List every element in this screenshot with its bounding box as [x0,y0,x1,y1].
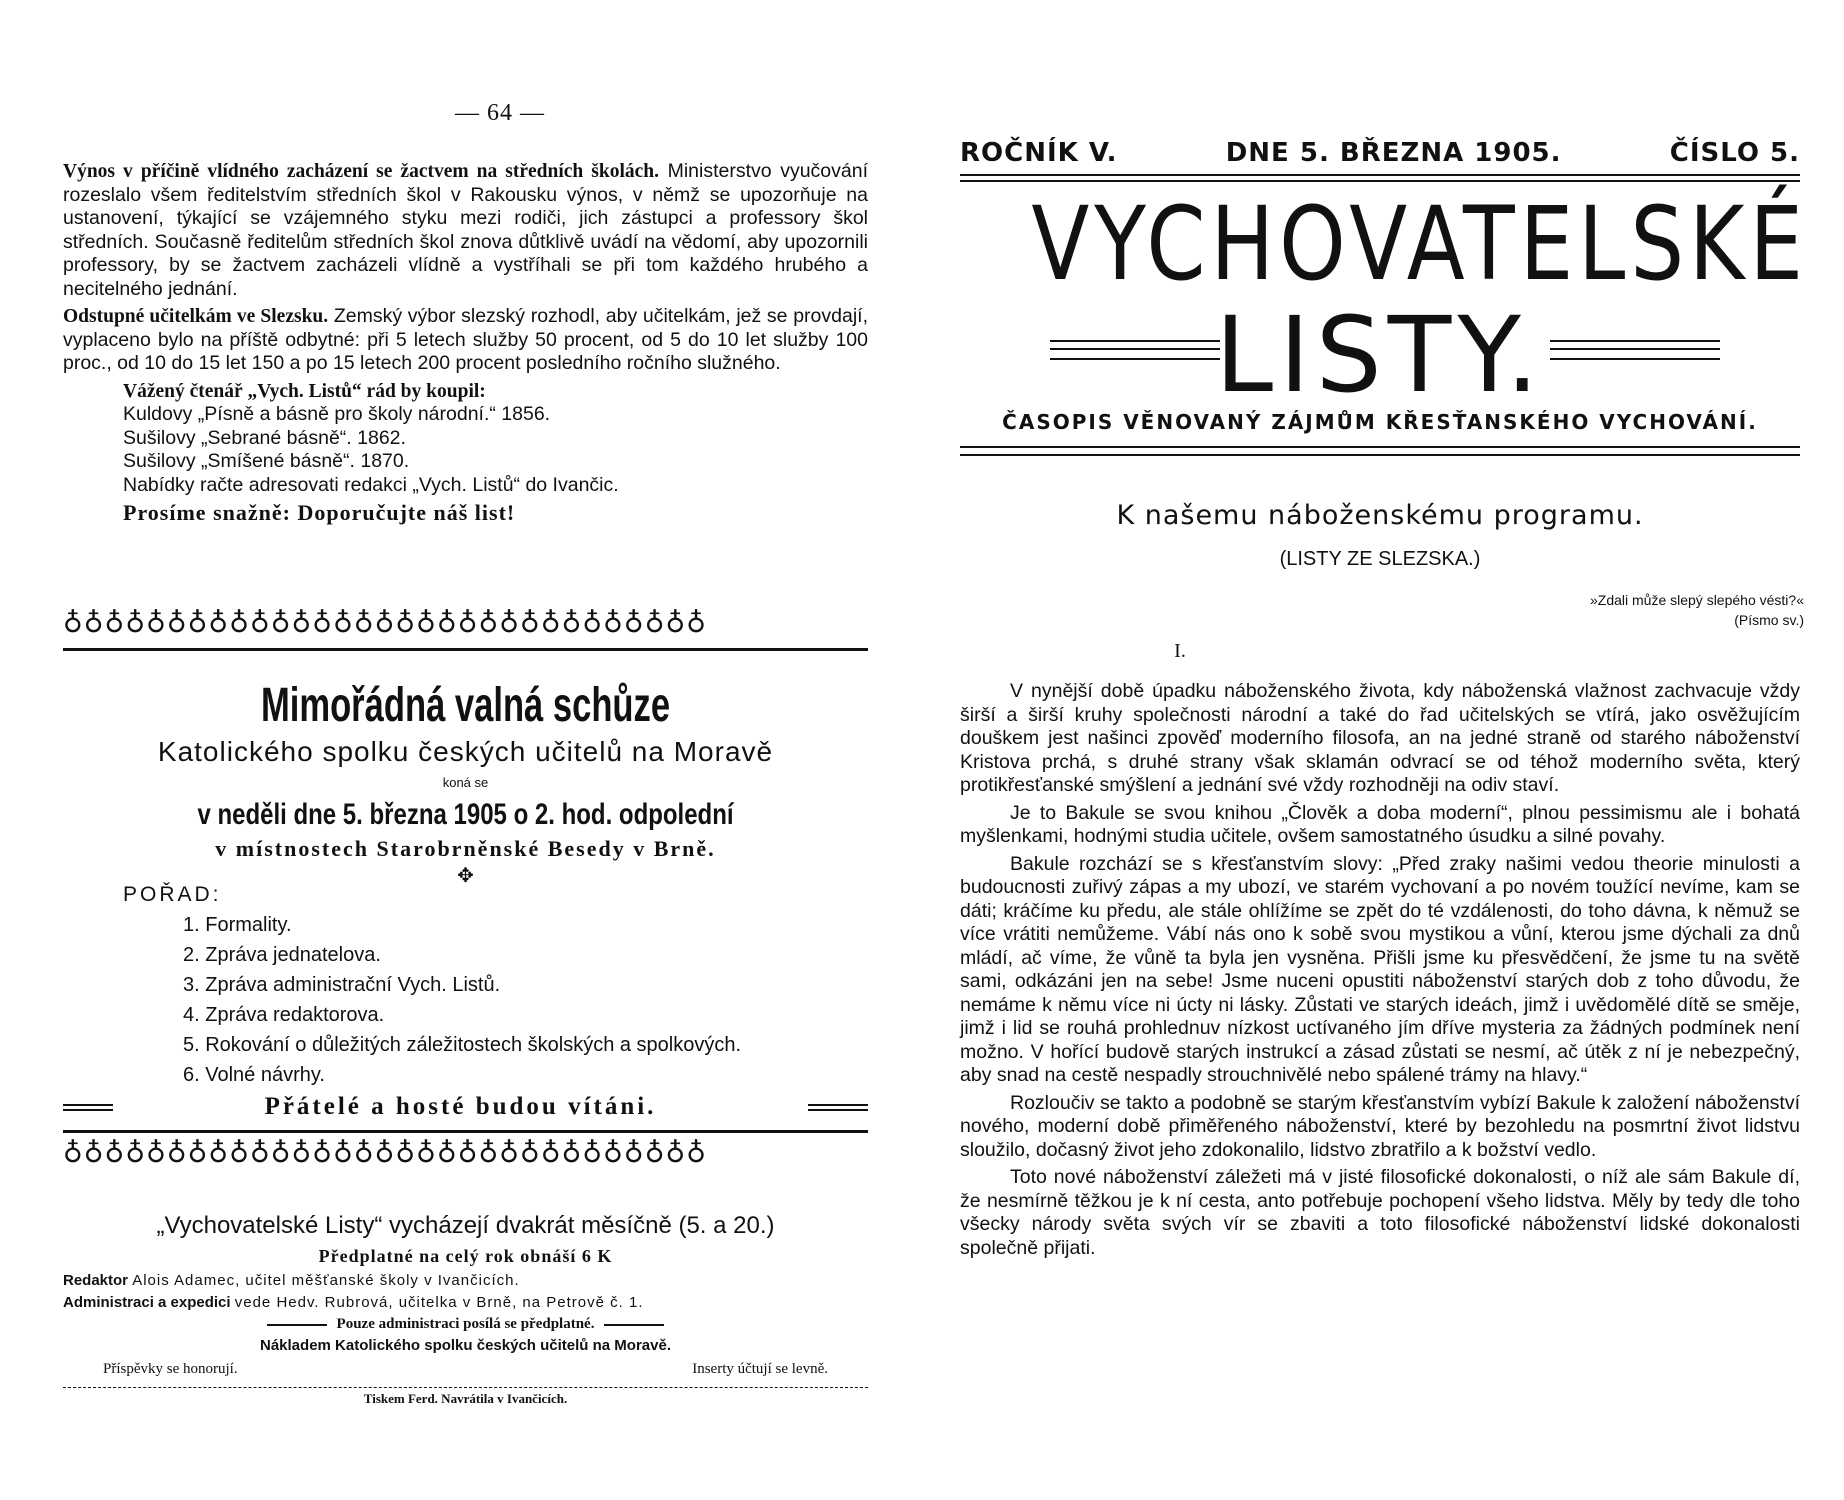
issue-number: ČÍSLO 5. [1669,138,1800,168]
volume: ROČNÍK V. [960,138,1118,168]
news-item-1-text: Ministerstvo vyučování rozeslalo všem ředitelstvím středních škol v Rakousku výnos, v němž se upozorňuje na ustanovení, týkající se vzájemného styku mezi rodiči, jich zástupci a professory škol středních. Současně ředitelům středních škol znova důtklivě uvádí na vědomí, aby upozornili professory, by se žactvem zacházeli vlídně a vystříhali se při tom každého hrubého a necitelného jednání. [63,160,868,300]
contrib: Příspěvky se honorují. [103,1361,238,1377]
admin-label: Administraci a expedici [63,1294,231,1311]
only-admin-line [63,1316,868,1333]
article-paragraph: Bakule rozchází se s křesťanstvím slovy: „Před zraky našimi vedou theorie minulosti a budoucnosti zuřivý zápas a my ubozí, ve starém vychovaní a po novém toužící nevíme, kam se dáti; kráčíme ku předu, ale stále ohlížíme se zpět do té vzdálenosti, do toho dávna, k němuž se více vrátiti nemůžeme. Vábí nás ono k sobě svou mystikou a vůní, kterou jsme dýchali za dnů mládí, ač víme, že vůně ta byla jen vysněna. Přišli jsme ku přesvědčení, že jsme tu na světě sami, odkázáni jen na sebe! Jsme nuceni opustiti náboženství starých dob z toho důvodu, že nemáme k němu více ni úcty ni lásky. Zůstati ve starých ideách, jimž i uvědomělé dítě se směje, jimž i lid se rouhá prohlednuv nízkost uctívaného jím dříve mysteria za žádných podmínek není možno. V hořící budově starých instrukcí a zásad zůstati se nesmí, ač útěk z ní je nebezpečný, aby snad na cestě nespadly strouchnivělé nebo spálené trámy na hlavy.“ [960,852,1800,1086]
printer: Tiskem Ferd. Navrátila v Ivančicích. [363,1391,568,1406]
fees-line [63,1359,868,1379]
wanted-item: Sušilovy „Smíšené básně“. 1870. [123,450,410,472]
news-item-2-title: Odstupné učitelkám ve Slezsku. [63,306,329,327]
guests-text: Přátelé a hosté budou vítáni. [264,1093,657,1120]
left-page [0,0,900,1500]
article-paragraph: Rozloučiv se takto a podobně se starým křesťanstvím vybízí Bakule k založení náboženství nového, moderní době přiměřeného náboženství, které by bezohledu na posmrtní život lidstvu sloužilo, dočasný život jeho zdokonalilo, lidstvo zbratřilo a k božství vedlo. [960,1091,1800,1161]
issue-date: DNE 5. BŘEZNA 1905. [1225,138,1562,168]
rule [267,1324,327,1326]
right-page [960,0,1844,1500]
page-number: — 64 — [455,100,545,126]
article-paragraph: V nynější době úpadku náboženského života, kdy náboženská vlažnost zachvacuje vždy širší a širší kruhy společnosti národní a také do řad učitelských se vtírá, jako osvěžujícím douškem jest našinci zpověď moderního filosofa, an na jedné straně od starého náboženství Kristova prchá, s druhé strany však sklamán odvrací se od téhož moderního světa, který protikřesťanské smýšlení a jednání své vždy rozhodněji na odiv staví. [960,680,1800,796]
tagline-rule [960,446,1800,456]
rule [604,1324,664,1326]
header-rule [960,174,1800,182]
meeting-date: v neděli dne 5. března 1905 o 2. hod. odpolední [197,798,734,831]
subscription: Předplatné na celý rok obnáší 6 K [318,1246,613,1266]
editor-text: Alois Adamec, učitel měšťanské školy v Ivančicích. [132,1272,520,1289]
guests-line [63,1093,868,1121]
meeting-kona: koná se [442,775,489,790]
divider [63,648,868,651]
ads: Inserty účtují se levně. [692,1361,828,1377]
program-label: POŘAD: [123,883,222,906]
editor-label: Redaktor [63,1272,129,1289]
admin-text: vede Hedv. Rubrová, učitelka v Brně, na Petrově č. 1. [234,1294,644,1311]
wanted-notice [63,380,868,525]
meeting-title: Mimořádná valná schůze [260,679,671,732]
meeting-place: v místnostech Starobrněnské Besedy v Brně. [215,836,716,861]
news-item-2 [63,305,868,376]
meeting-notice [63,678,868,888]
article-body [960,680,1800,1260]
program-item: 6. Volné návrhy. [183,1064,325,1086]
rule-right [808,1104,868,1111]
wanted-item: Kuldovy „Písně a básně pro školy národní.“ 1856. [123,403,551,425]
only-admin: Pouze administraci posílá se předplatné. [336,1316,595,1332]
meeting-org: Katolického spolku českých učitelů na Moravě [157,736,774,767]
admin-line [63,1292,868,1314]
masthead-line-2: LISTY. [1215,294,1545,416]
small-ornament-icon: ✥ [457,865,474,887]
imprint [63,1210,868,1410]
masthead-line-1: VYCHOVATELSKÉ [1031,185,1809,304]
news-item-2-text: Zemský výbor slezský rozhodl, aby učitelkám, jež se provdají, vyplaceno bylo na příště odbytné: při 5 letech služby 50 procent, od 5 do 10 let služby 100 proc., od 10 do 15 let 150 a po 15 letech 200 procent posledního ročního služného. [63,305,868,374]
wanted-item: Nabídky račte adresovati redakci „Vych. Listů“ do Ivančic. [123,473,619,496]
program-item: 2. Zpráva jednatelova. [183,944,381,966]
publisher: Nákladem Katolického spolku českých učitelů na Moravě. [260,1337,671,1354]
tagline: ČASOPIS VĚNOVANÝ ZÁJMŮM KŘESŤANSKÉHO VYCHOVÁNÍ. [1002,410,1758,434]
article-paragraph: Toto nové náboženství záležeti má v jisté filosofické dokonalosti, o níž ale sám Bakule dí, že nesmírně těžkou je k ní cesta, anto potřebuje pochopení všeho lidstva. Měly by tedy dle toho všecky národy světa svých vír se zbaviti a toto filosofické náboženství lidské dokonalosti společně přijati. [960,1166,1800,1259]
wanted-item: Sušilovy „Sebrané básně“. 1862. [123,426,406,449]
program-item: 1. Formality. [183,914,292,936]
editor-line [63,1270,868,1292]
rule-left [63,1104,113,1111]
issue-header [960,138,1800,168]
ornament-border-bottom: ♁♁♁♁♁♁♁♁♁♁♁♁♁♁♁♁♁♁♁♁♁♁♁♁♁♁♁♁♁♁♁ [63,1138,708,1169]
wanted-title: Vážený čtenář „Vych. Listů“ rád by koupil: [123,380,486,402]
news-section [63,160,868,525]
masthead-rule-right [1550,340,1720,360]
program-item: 5. Rokování o důležitých záležitostech školských a spolkových. [183,1034,742,1056]
program [63,880,868,1090]
motto: »Zdali může slepý slepého vésti?« [1589,592,1804,608]
news-item-1 [63,160,868,301]
ornament-border-top: ♁♁♁♁♁♁♁♁♁♁♁♁♁♁♁♁♁♁♁♁♁♁♁♁♁♁♁♁♁♁♁ [63,608,708,639]
article-title: K našemu náboženskému programu. [1116,500,1644,531]
news-item-1-title: Výnos v příčině vlídného zacházení se žactvem na středních školách. [63,161,660,182]
motto-block [1590,590,1804,630]
program-item: 4. Zpráva redaktorova. [183,1004,385,1026]
article-subtitle: (LISTY ZE SLEZSKA.) [1279,548,1481,570]
program-list [123,910,868,1090]
section-number: I. [1174,640,1186,662]
divider [63,1130,868,1133]
motto-source: (Písmo sv.) [1734,612,1804,628]
pub-line: „Vychovatelské Listy“ vycházejí dvakrát měsíčně (5. a 20.) [156,1212,775,1239]
program-item: 3. Zpráva administrační Vych. Listů. [183,974,501,996]
appeal: Prosíme snažně: Doporučujte náš list! [123,500,516,525]
article-paragraph: Je to Bakule se svou knihou „Člověk a doba moderní“, plnou pessimismu ale i bohatá myšlenkami, hodnými studia učitele, ovšem samostatného úsudku a silné povahy. [960,801,1800,847]
